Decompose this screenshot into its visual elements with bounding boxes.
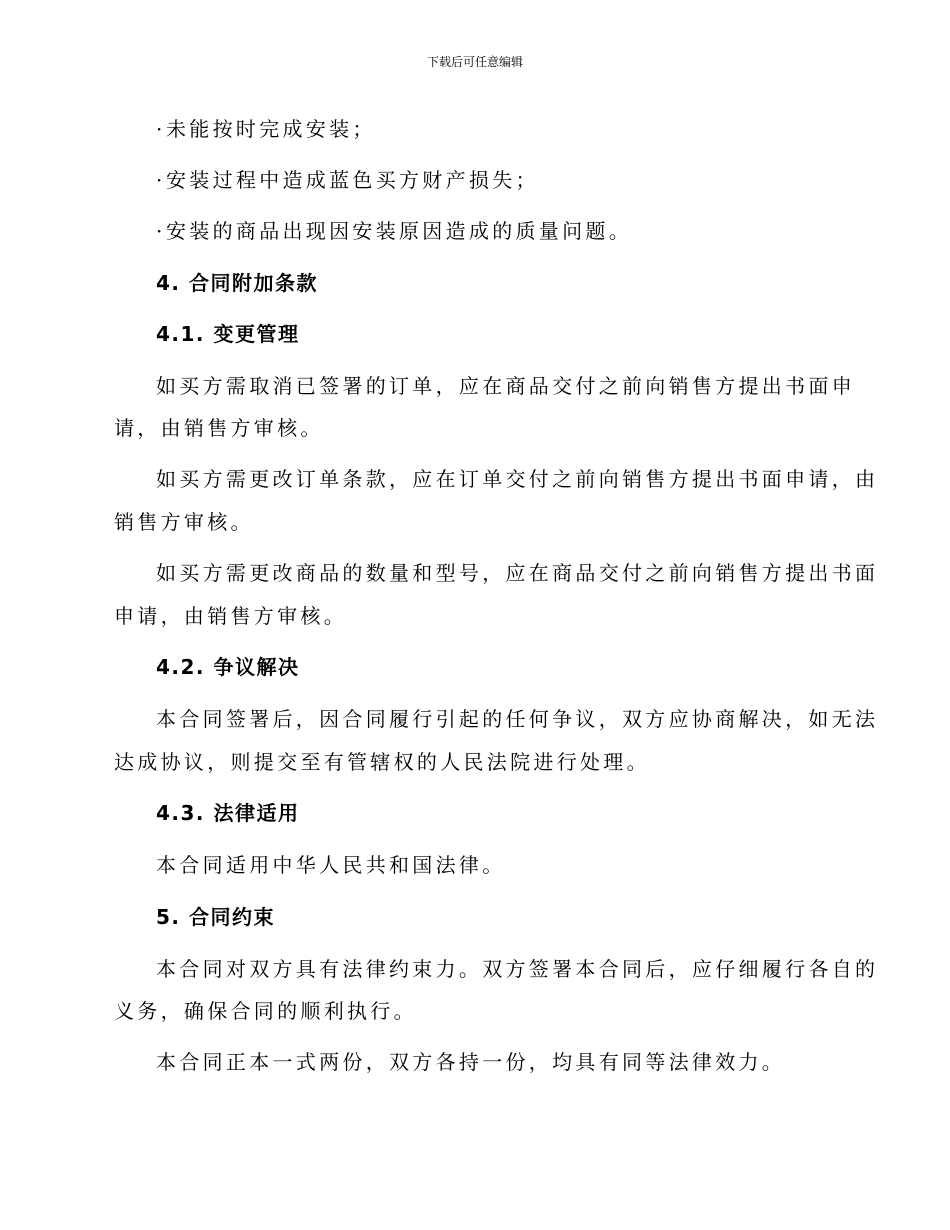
paragraph-line: 如买方需更改商品的数量和型号，应在商品交付之前向销售方提出书面 [156,561,879,585]
paragraph-line: 销售方审核。 [114,510,254,534]
paragraph-line: 本合同对双方具有法律约束力。双方签署本合同后，应仔细履行各自的 [156,957,879,981]
bullet-item [156,218,632,244]
paragraph-line: 本合同适用中华人民共和国法律。 [156,853,506,877]
page-header: 下载后可任意编辑 [426,55,523,69]
section-5-heading: 5. 合同约束 [156,905,275,929]
bullet-mark: · [156,168,163,192]
paragraph-line: 申请，由销售方审核。 [114,604,347,628]
bullet-mark: · [156,219,163,243]
bullet-text: 未能按时完成安装； [166,117,376,141]
bullet-text: 安装的商品出现因安装原因造成的质量问题。 [166,219,632,243]
section-4-heading: 4. 合同附加条款 [156,271,318,295]
bullet-text: 安装过程中造成蓝色买方财产损失； [166,168,539,192]
section-4-2-heading: 4.2. 争议解决 [156,655,300,679]
paragraph-line: 本合同签署后，因合同履行引起的任何争议，双方应协商解决，如无法 [156,707,879,731]
paragraph-line: 如买方需更改订单条款，应在订单交付之前向销售方提出书面申请，由 [156,467,879,491]
section-4-1-heading: 4.1. 变更管理 [156,322,300,346]
paragraph-line: 达成协议，则提交至有管辖权的人民法院进行处理。 [114,750,650,774]
paragraph-line: 本合同正本一式两份，双方各持一份，均具有同等法律效力。 [156,1050,786,1074]
paragraph-line: 请，由销售方审核。 [114,416,324,440]
paragraph-line: 义务，确保合同的顺利执行。 [114,999,417,1023]
bullet-item [156,167,539,193]
bullet-item [156,116,376,142]
bullet-mark: · [156,117,163,141]
paragraph-line: 如买方需取消已签署的订单，应在商品交付之前向销售方提出书面申 [156,374,855,398]
section-4-3-heading: 4.3. 法律适用 [156,801,300,825]
